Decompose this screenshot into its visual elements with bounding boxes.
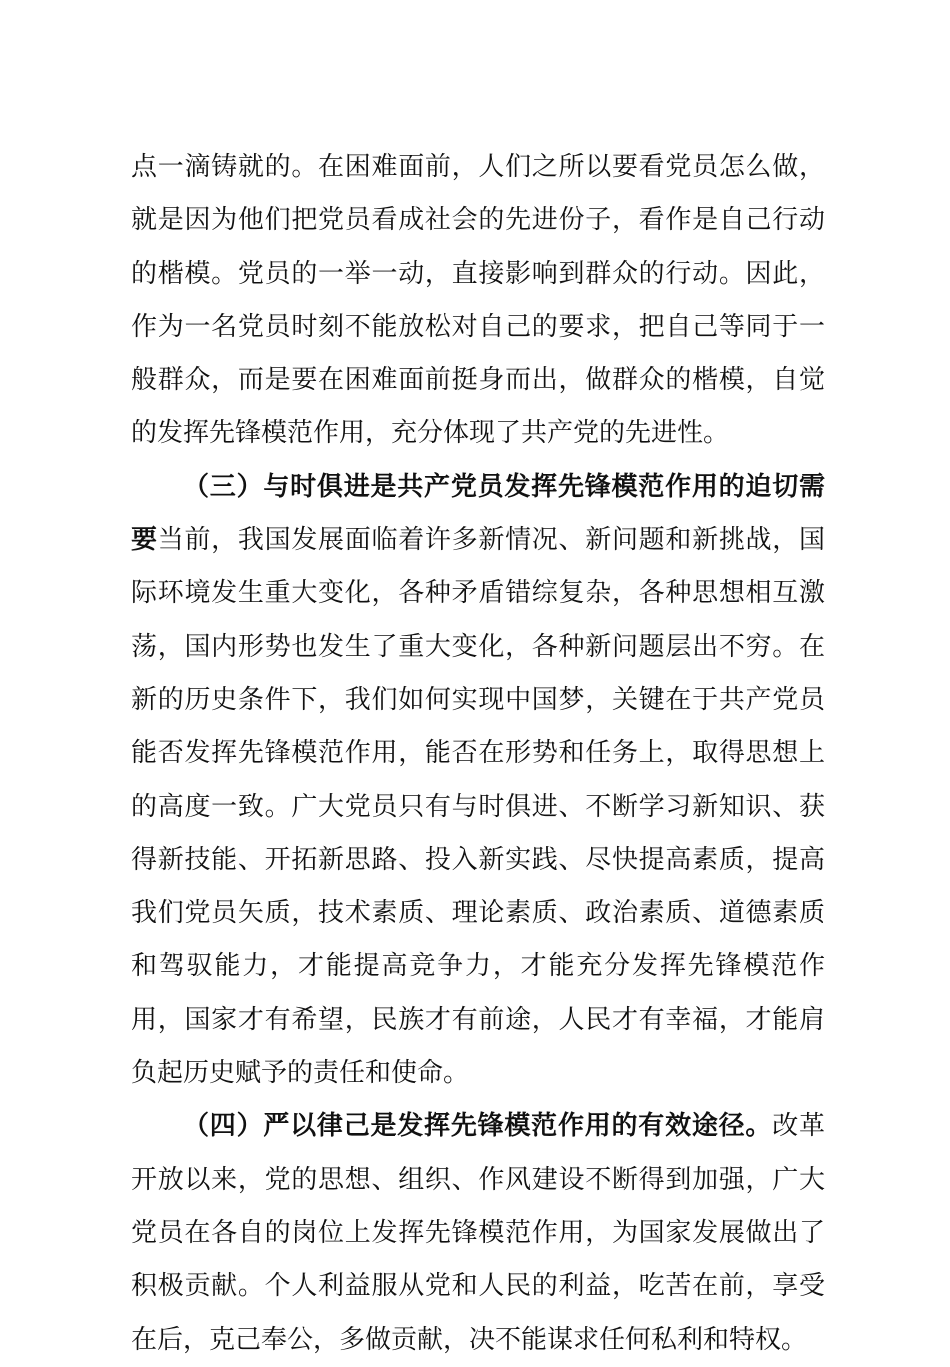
paragraph-section-four — [131, 1100, 825, 1366]
section-four-heading: （四）严以律己是发挥先锋模范作用的有效途径。 — [183, 1111, 773, 1142]
paragraph-text: 点一滴铸就的。在困难面前，人们之所以要看党员怎么做，就是因为他们把党员看成社会的先进份子，看作是自己行动的楷模。党员的一举一动，直接影响到群众的行动。因此，作为一名党员时刻不能放松对自己的要求，把自己等同于一般群众，而是要在困难面前挺身而出，做群众的楷模，自觉的发挥先锋模范作用，充分体现了共产党的先进性。 — [131, 152, 825, 449]
paragraph-section-three — [131, 461, 825, 1101]
document-body — [131, 141, 825, 1367]
section-three-heading: （三）与时俱进是共产党员发挥先锋模范作用的迫切需要 — [131, 471, 825, 556]
paragraph-text: 改革开放以来，党的思想、组织、作风建设不断得到加强，广大党员在各自的岗位上发挥先锋模范作用，为国家发展做出了积极贡献。个人利益服从党和人民的利益，吃苦在前，享受在后，克己奉公，多做贡献，决不能谋求任何私利和特权。 — [131, 1111, 825, 1355]
paragraph-text: 当前，我国发展面临着许多新情况、新问题和新挑战，国际环境发生重大变化，各种矛盾错综复杂，各种思想相互激荡，国内形势也发生了重大变化，各种新问题层出不穷。在新的历史条件下，我们如何实现中国梦，关键在于共产党员能否发挥先锋模范作用，能否在形势和任务上，取得思想上的高度一致。广大党员只有与时俱进、不断学习新知识、获得新技能、开拓新思路、投入新实践、尽快提高素质，提高我们党员矢质，技术素质、理论素质、政治素质、道德素质和驾驭能力，才能提高竞争力，才能充分发挥先锋模范作用，国家才有希望，民族才有前途，人民才有幸福，才能肩负起历史赋予的责任和使命。 — [131, 525, 825, 1089]
paragraph-continuation — [131, 141, 825, 461]
